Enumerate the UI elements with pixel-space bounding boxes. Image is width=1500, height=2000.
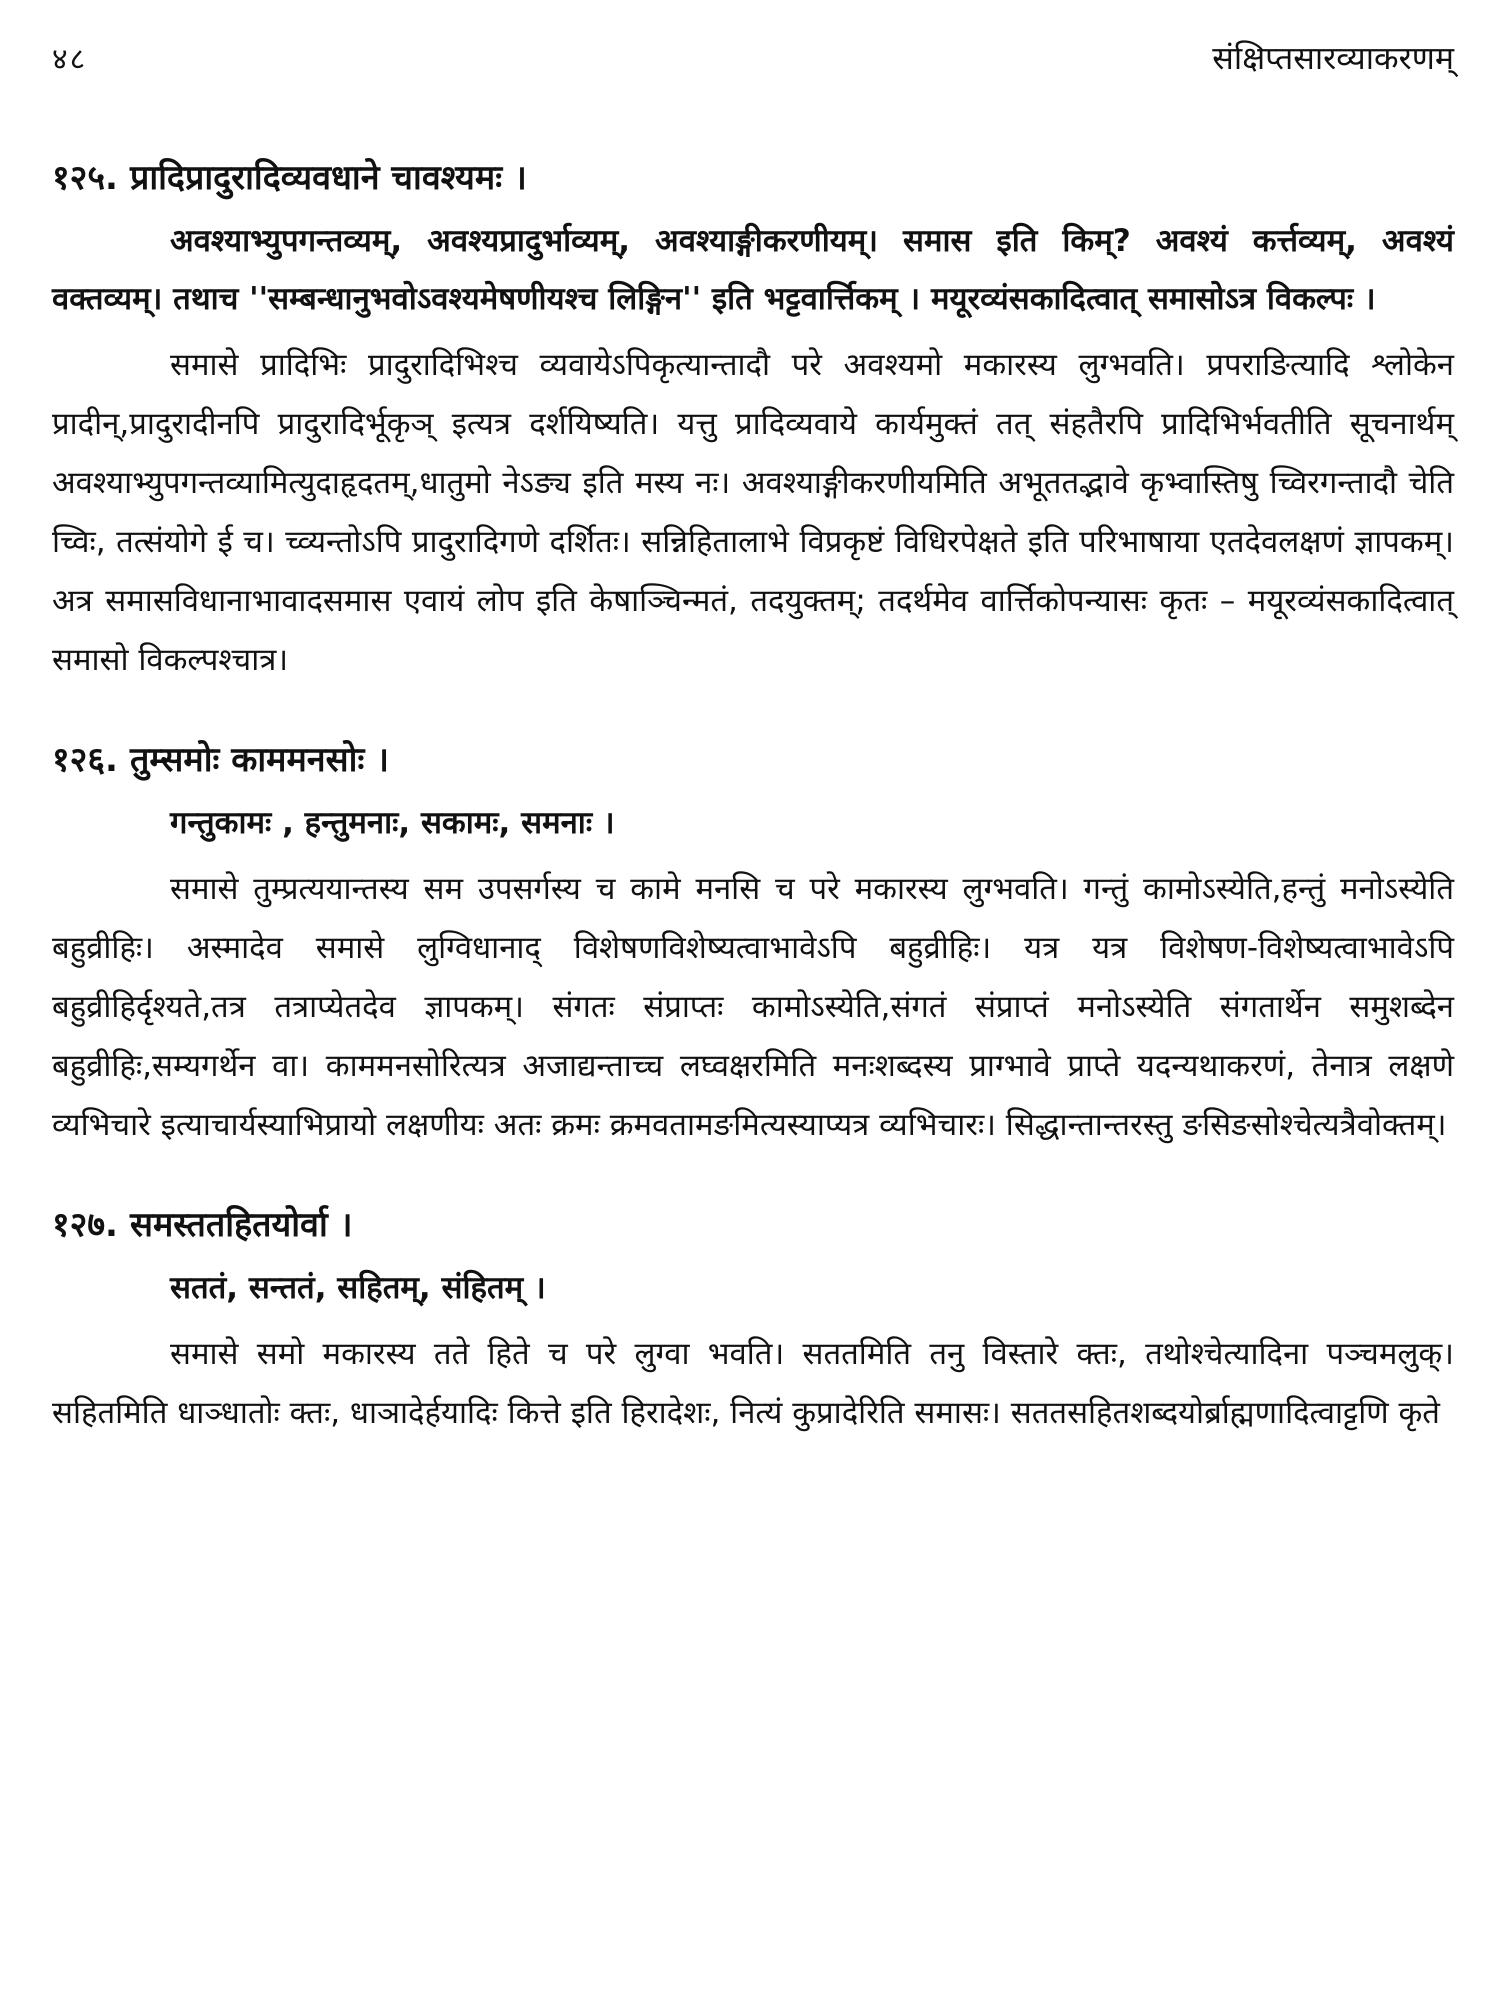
sutra-number: १२५. [52, 158, 118, 198]
sutra-title: समस्ततहितयोर्वा । [129, 1205, 353, 1245]
sutra-heading [52, 734, 1454, 786]
page-header [52, 36, 1454, 106]
sutra-examples: अवश्याभ्युपगन्तव्यम्, अवश्यप्रादुर्भाव्यम्, अवश्याङ्गीकरणीयम्। समास इति किम्? अवश्यं कर्त्तव्यम्, अवश्यं वक्तव्यम्। तथाच ''सम्बन्धानुभवोऽवश्यमेषणीयश्च लिङ्गिन'' इति भट्टवार्त्तिकम् । मयूरव्यंसकादित्वात् समासोऽत्र विकल्पः । [52, 223, 1454, 317]
sutra-heading [52, 152, 1454, 204]
sutra-127 [52, 1199, 1454, 1443]
sutra-examples: गन्तुकामः , हन्तुमनाः, सकामः, समनाः । [170, 805, 615, 841]
sutra-126 [52, 734, 1454, 1155]
sutra-number: १२६. [52, 740, 118, 780]
sutra-examples: सततं, सन्ततं, सहितम्, संहितम् । [170, 1270, 546, 1306]
sutra-125 [52, 152, 1454, 690]
sutra-number: १२७. [52, 1205, 118, 1245]
running-title: संक्षिप्तसारव्याकरणम् [1212, 39, 1454, 77]
sutra-heading [52, 1199, 1454, 1251]
sutra-commentary: समासे प्रादिभिः प्रादुरादिभिश्च व्यवायेऽपिकृत्यान्तादौ परे अवश्यमो मकारस्य लुग्भवति। प्रपराङित्यादि श्लोकेन प्रादीन्,प्रादुरादीनपि प्रादुरादिर्भूकृञ् इत्यत्र दर्शयिष्यति। यत्तु प्रादिव्यवाये कार्यमुक्तं तत् संहतैरपि प्रादिभिर्भवतीति सूचनार्थम् अवश्याभ्युपगन्तव्यामित्युदाहृदतम्,धातुमो नेऽङ्य इति मस्य नः। अवश्याङ्गीकरणीयमिति अभूततद्भावे कृभ्वास्तिषु च्विरगन्तादौ चेति च्विः, तत्संयोगे ई च। च्व्यन्तोऽपि प्रादुरादिगणे दर्शितः। सन्निहितालाभे विप्रकृष्टं विधिरपेक्षते इति परिभाषाया एतदेवलक्षणं ज्ञापकम्।अत्र समासविधानाभावादसमास एवायं लोप इति केषाञ्चिन्मतं, तदयुक्तम्; तदर्थमेव वार्त्तिकोपन्यासः कृतः – मयूरव्यंसकादित्वात् समासो विकल्पश्चात्र। [52, 347, 1454, 678]
sutra-title: प्रादिप्रादुरादिव्यवधाने चावश्यमः । [129, 158, 527, 198]
sutra-title: तुम्समोः काममनसोः । [129, 740, 390, 780]
sutra-commentary: समासे समो मकारस्य तते हिते च परे लुग्वा भवति। सततमिति तनु विस्तारे क्तः, तथोश्चेत्यादिना पञ्चमलुक्। सहितमिति धाञ्धातोः क्तः, धाञादेर्हयादिः कित्ते इति हिरादेशः, नित्यं कुप्रादेरिति समासः। सततसहितशब्दयोर्ब्राह्मणादित्वाट्टणि कृते [52, 1336, 1454, 1431]
sutra-commentary: समासे तुम्प्रत्ययान्तस्य सम उपसर्गस्य च कामे मनसि च परे मकारस्य लुग्भवति। गन्तुं कामोऽस्येति,हन्तुं मनोऽस्येति बहुव्रीहिः। अस्मादेव समासे लुग्विधानाद् विशेषणविशेष्यत्वाभावेऽपि बहुव्रीहिः। यत्र यत्र विशेषण-विशेष्यत्वाभावेऽपि बहुव्रीहिर्दृश्यते,तत्र तत्राप्येतदेव ज्ञापकम्। संगतः संप्राप्तः कामोऽस्येति,संगतं संप्राप्तं मनोऽस्येति संगतार्थेन समुशब्देन बहुव्रीहिः,सम्यगर्थेन वा। काममनसोरित्यत्र अजाद्यन्ताच्च लघ्वक्षरमिति मनःशब्दस्य प्राग्भावे प्राप्ते यदन्यथाकरणं, तेनात्र लक्षणे व्यभिचारे इत्याचार्यस्याभिप्रायो लक्षणीयः अतः क्रमः क्रमवतामङमित्यस्याप्यत्र व्यभिचारः। सिद्धान्तान्तरस्तु ङसिङसोश्चेत्यत्रैवोक्तम्। [52, 871, 1454, 1143]
page-number: ४८ [52, 42, 88, 77]
